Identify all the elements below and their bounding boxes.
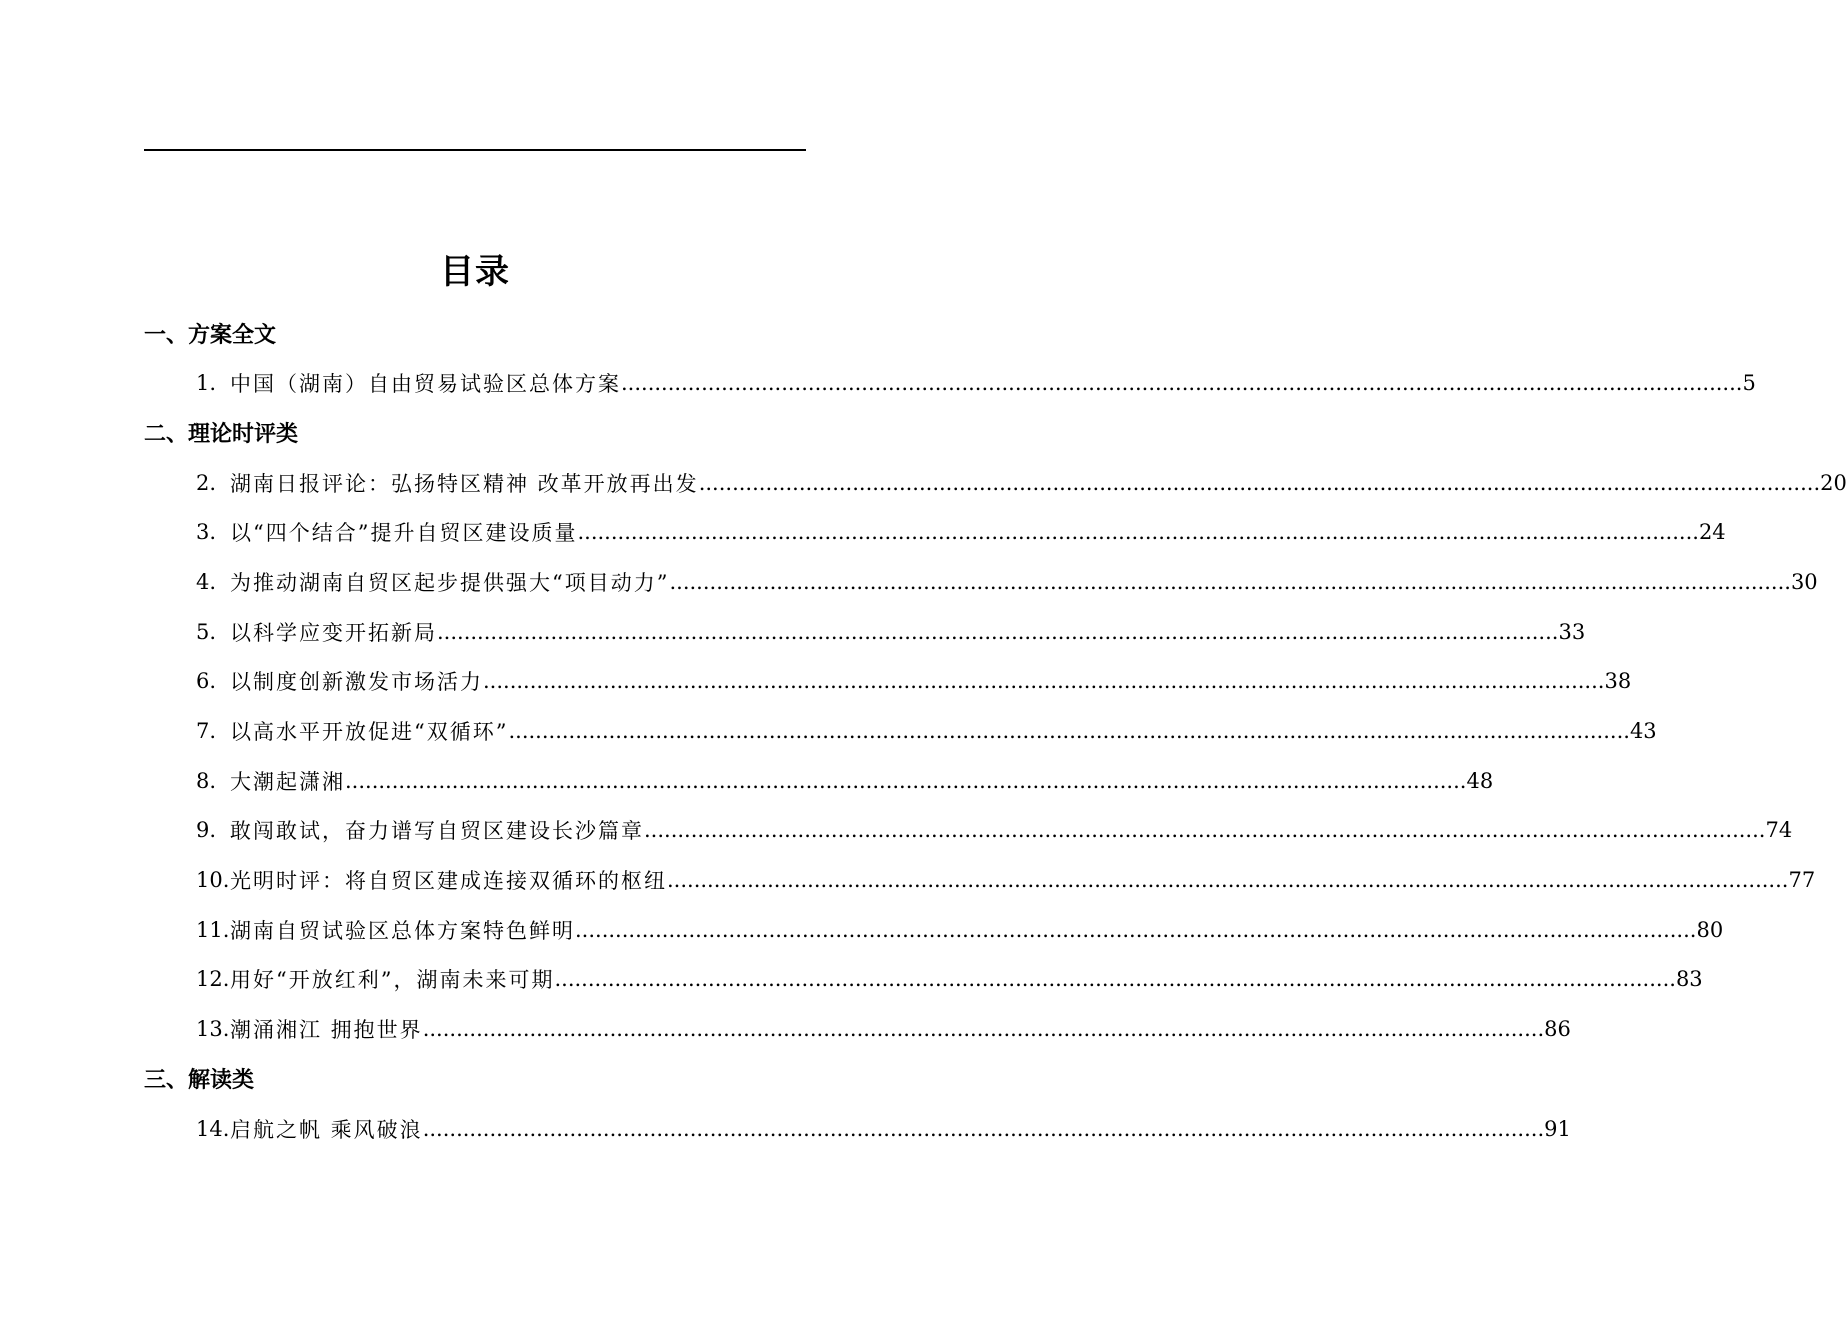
toc-entry[interactable]	[144, 557, 1818, 607]
toc-entry[interactable]	[144, 855, 1816, 905]
entry-page: 33	[1558, 619, 1586, 644]
dot-leader	[699, 471, 1820, 495]
entry-title: 中国（湖南）自由贸易试验区总体方案	[230, 371, 621, 396]
toc-entry[interactable]	[144, 358, 1756, 408]
entry-number: 9.	[196, 818, 217, 843]
entry-page: 38	[1604, 669, 1632, 694]
entry-title: 以高水平开放促进“双循环”	[230, 719, 509, 744]
entry-number: 4.	[196, 569, 217, 594]
entry-number: 8.	[196, 768, 217, 793]
entry-page: 77	[1788, 868, 1816, 893]
toc-title: 目录	[440, 252, 510, 292]
toc-entry[interactable]	[144, 1104, 1571, 1154]
entry-title: 启航之帆 乘风破浪	[230, 1117, 423, 1142]
dot-leader	[423, 1017, 1544, 1041]
toc-entry[interactable]	[144, 905, 1724, 955]
dot-leader	[345, 769, 1466, 793]
toc-entry[interactable]	[144, 706, 1657, 756]
dot-leader	[644, 818, 1765, 842]
entry-page: 5	[1742, 370, 1756, 395]
entry-title: 以“四个结合”提升自贸区建设质量	[230, 521, 578, 546]
entry-number: 5.	[196, 619, 217, 644]
entry-number: 11.	[196, 917, 230, 942]
section-heading: 三、解读类	[144, 1068, 255, 1094]
dot-leader	[575, 918, 1696, 942]
entry-number: 14.	[196, 1116, 230, 1141]
table-of-contents	[144, 308, 1847, 1154]
dot-leader	[483, 669, 1604, 693]
entry-title: 湖南日报评论：弘扬特区精神 改革开放再出发	[230, 471, 699, 496]
entry-title: 以科学应变开拓新局	[230, 620, 437, 645]
toc-entry[interactable]	[144, 806, 1793, 856]
entry-title: 光明时评：将自贸区建成连接双循环的枢纽	[230, 869, 667, 894]
entry-number: 6.	[196, 669, 217, 694]
entry-page: 30	[1790, 569, 1818, 594]
entry-title: 敢闯敢试，奋力谱写自贸区建设长沙篇章	[230, 819, 644, 844]
dot-leader	[554, 967, 1675, 991]
entry-number: 12.	[196, 967, 230, 992]
entry-page: 86	[1544, 1017, 1571, 1042]
entry-page: 83	[1675, 967, 1703, 992]
dot-leader	[577, 520, 1698, 544]
section-heading: 一、方案全文	[144, 322, 277, 348]
dot-leader	[508, 719, 1629, 743]
entry-number: 7.	[196, 718, 217, 743]
toc-entry[interactable]	[144, 507, 1726, 557]
entry-number: 13.	[196, 1017, 230, 1042]
entry-page: 91	[1544, 1116, 1571, 1141]
header-rule	[144, 149, 806, 151]
dot-leader	[423, 1117, 1544, 1141]
toc-entry[interactable]	[144, 656, 1632, 706]
toc-entry[interactable]	[144, 955, 1703, 1005]
entry-title: 大潮起潇湘	[230, 769, 345, 794]
entry-title: 用好“开放红利”，湖南未来可期	[230, 968, 555, 993]
toc-entry[interactable]	[144, 607, 1586, 657]
entry-number: 1.	[196, 370, 217, 395]
entry-title: 潮涌湘江 拥抱世界	[230, 1018, 423, 1043]
dot-leader	[437, 620, 1558, 644]
dot-leader	[669, 570, 1790, 594]
dot-leader	[667, 868, 1788, 892]
entry-title: 以制度创新激发市场活力	[230, 670, 483, 695]
toc-entry[interactable]	[144, 458, 1847, 508]
entry-page: 80	[1696, 917, 1724, 942]
entry-page: 43	[1629, 718, 1657, 743]
toc-entry[interactable]	[144, 1004, 1571, 1054]
toc-entry[interactable]	[144, 756, 1494, 806]
entry-page: 48	[1466, 768, 1494, 793]
entry-page: 20	[1820, 470, 1847, 495]
entry-number: 10.	[196, 868, 230, 893]
entry-number: 3.	[196, 520, 217, 545]
section-heading: 二、理论时评类	[144, 422, 299, 448]
entry-title: 湖南自贸试验区总体方案特色鲜明	[230, 918, 575, 943]
entry-title: 为推动湖南自贸区起步提供强大“项目动力”	[230, 570, 670, 595]
entry-page: 74	[1765, 818, 1793, 843]
entry-number: 2.	[196, 470, 217, 495]
dot-leader	[621, 371, 1742, 395]
entry-page: 24	[1698, 520, 1726, 545]
